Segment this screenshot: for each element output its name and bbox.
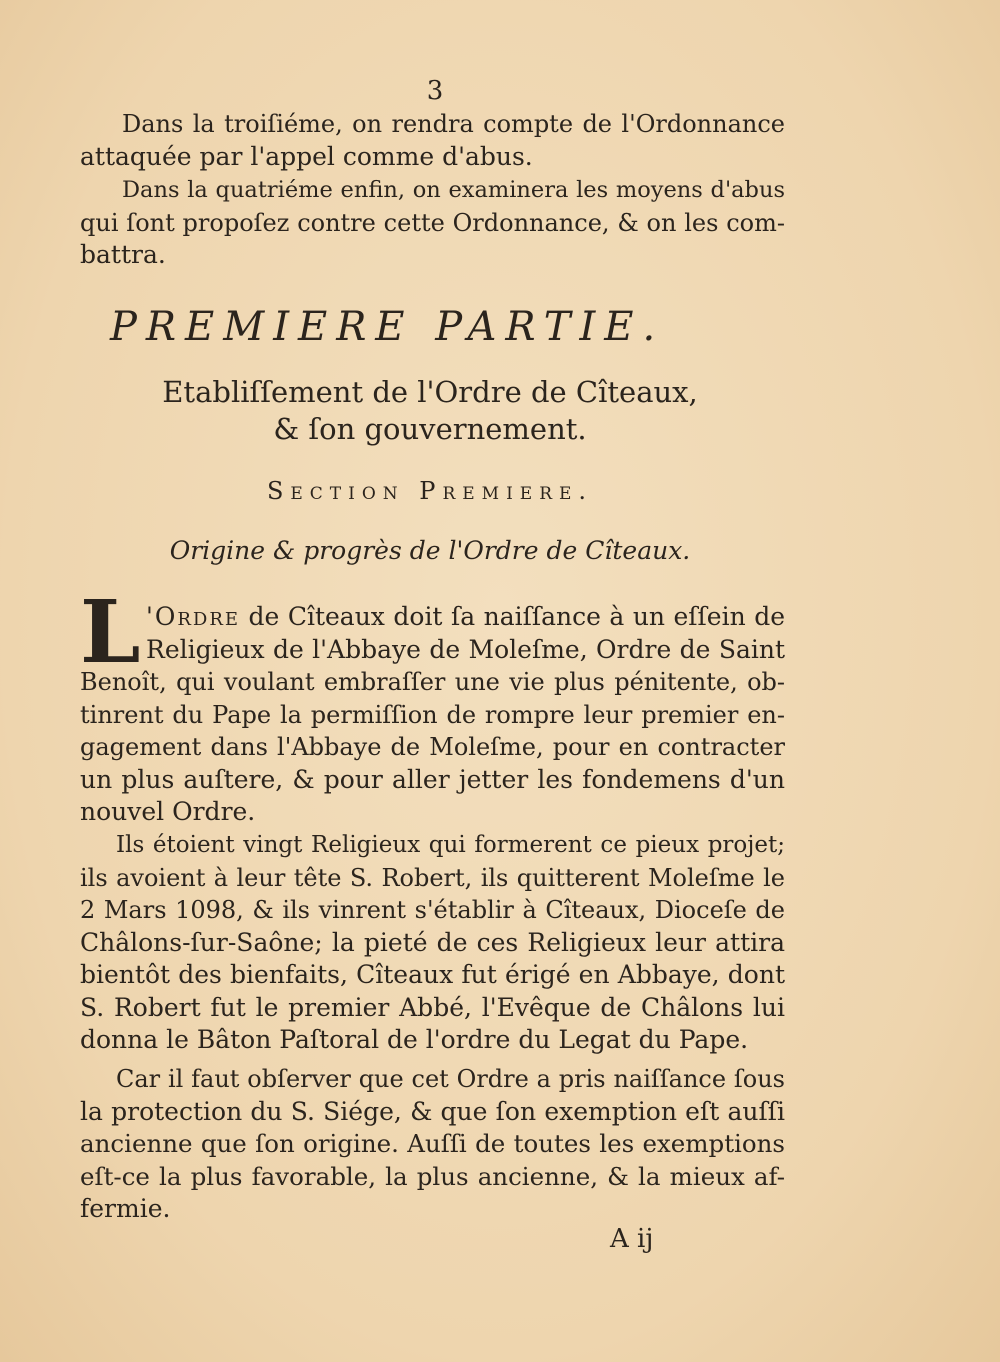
text-line: battra. [80,240,166,269]
text-line: Benoît, qui voulant embraſſer une vie plus pénitente, ob- [80,668,785,696]
text-line: Religieux de l'Abbaye de Moleſme, Ordre de Saint [146,634,785,664]
body-paragraph-3 [80,1063,785,1226]
text-line: tinrent du Pape la permiſſion de rompre leur premier en- [80,700,785,729]
text-line: bientôt des bienfaits, Cîteaux fut érigé en Abbaye, dont [80,960,785,989]
text-line: la protection du S. Siége, & que ſon exemption eſt auſſi [80,1096,785,1126]
section-subtitle: Origine & progrès de l'Ordre de Cîteaux. [169,536,691,565]
text-line: Dans la quatriéme enfin, on examinera les moyens d'abus [122,177,785,203]
section-title: Section Premiere. [266,477,594,505]
text-line: 2 Mars 1098, & ils vinrent s'établir à Cîteaux, Dioceſe de [80,896,785,924]
part-heading: PREMIERE PARTIE. [110,304,665,350]
part-subtitle [130,374,730,448]
text-line: fermie. [80,1194,171,1223]
text-line: Châlons-ſur-Saône; la pieté de ces Religieux leur attira [80,927,785,957]
catchword: A ij [610,1224,654,1254]
page-number: 3 [426,76,444,106]
text-line: eſt-ce la plus favorable, la plus ancienne, & la mieux af- [80,1161,785,1191]
body-paragraph-2 [80,829,785,1057]
subtitle-line: & ſon gouvernement. [273,412,587,446]
text-line: Ils étoient vingt Religieux qui formerent ce pieux projet; [116,832,785,858]
body-paragraph-1 [80,582,785,829]
intro-paragraph-1 [80,108,785,173]
text-line: ancienne que ſon origine. Auſſi de toutes les exemptions [80,1129,785,1158]
subtitle-line: Etabliſſement de l'Ordre de Cîteaux, [162,375,698,409]
text-line: ils avoient à leur tête S. Robert, ils quitterent Moleſme le [80,863,785,892]
text-line-rest: de Cîteaux doit ſa naiſſance à un eſſein de [240,602,785,631]
text-line: attaquée par l'appel comme d'abus. [80,141,533,171]
text-line: Dans la troiſiéme, on rendra compte de l'Ordonnance [122,110,785,138]
first-word-small-caps: 'Ordre [146,602,241,631]
text-line: qui ſont propoſez contre cette Ordonnance, & on les com- [80,208,785,237]
text-line: donna le Bâton Paſtoral de l'ordre du Legat du Pape. [80,1025,749,1054]
text-line: Car il faut obſerver que cet Ordre a pris naiſſance ſous [116,1065,785,1093]
text-line [80,601,785,634]
drop-cap: L [80,582,141,683]
intro-paragraph-2 [80,174,785,272]
text-line: S. Robert fut le premier Abbé, l'Evêque de Châlons lui [80,992,785,1022]
text-line: un plus auſtere, & pour aller jetter les fondemens d'un [80,764,785,794]
text-line: gagement dans l'Abbaye de Moleſme, pour en contracter [80,733,785,761]
text-line: nouvel Ordre. [80,797,256,826]
